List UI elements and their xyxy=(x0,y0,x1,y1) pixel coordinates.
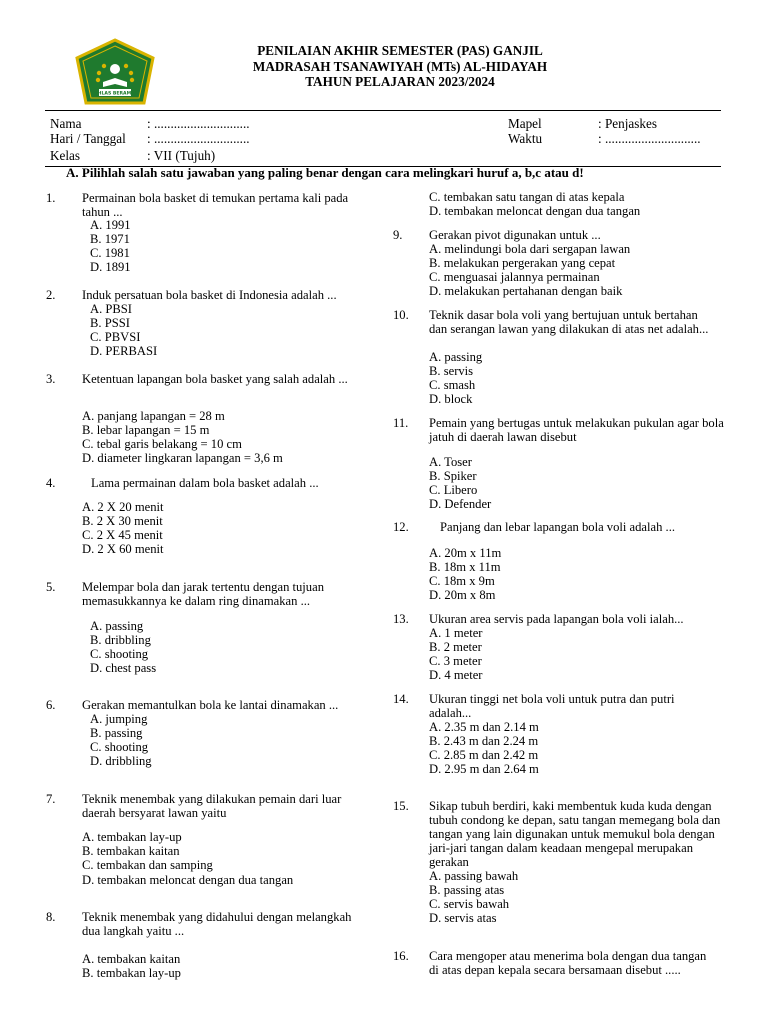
option-d[interactable]: D. servis atas xyxy=(429,911,497,925)
option-a[interactable]: A. passing xyxy=(429,350,483,364)
kelas-label: Kelas xyxy=(50,148,81,163)
question-stem: Ketentuan lapangan bola basket yang salah adalah ... xyxy=(82,372,348,386)
option-a[interactable]: A. 20m x 11m xyxy=(429,546,502,560)
option-b[interactable]: B. servis xyxy=(429,364,474,378)
option-d[interactable]: D. 2 X 60 menit xyxy=(82,542,164,556)
question-number: 2. xyxy=(46,288,56,302)
question-stem: Teknik dasar bola voli yang bertujuan untuk bertahan dan serangan lawan yang dilakukan di atas net adalah... xyxy=(429,308,709,336)
question-stem: Ukuran tinggi net bola voli untuk putra dan putri adalah... xyxy=(429,692,675,720)
option-c[interactable]: C. menguasai jalannya permainan xyxy=(429,270,600,284)
question-number: 5. xyxy=(46,580,56,594)
question-stem: Panjang dan lebar lapangan bola voli adalah ... xyxy=(440,520,676,534)
question-stem: Induk persatuan bola basket di Indonesia adalah ... xyxy=(82,288,337,302)
option-b[interactable]: B. dribbling xyxy=(90,633,151,647)
option-b[interactable]: B. passing atas xyxy=(429,883,505,897)
question-number: 9. xyxy=(393,228,403,242)
header-year: TAHUN PELAJARAN 2023/2024 xyxy=(305,74,495,89)
option-c[interactable]: C. tebal garis belakang = 10 cm xyxy=(82,437,242,451)
option-c[interactable]: C. servis bawah xyxy=(429,897,510,911)
option-c[interactable]: C. Libero xyxy=(429,483,478,497)
option-a[interactable]: A. 1991 xyxy=(90,218,131,232)
question-stem: Melempar bola dan jarak tertentu dengan tujuan memasukkannya ke dalam ring dinamakan ... xyxy=(82,580,324,608)
option-c[interactable]: C. smash xyxy=(429,378,476,392)
nama-field[interactable]: : ............................. xyxy=(147,116,250,131)
header-school: MADRASAH TSANAWIYAH (MTs) AL-HIDAYAH xyxy=(252,58,548,74)
option-b[interactable]: B. 1971 xyxy=(90,232,130,246)
logo-motto: IKHLAS BERAMAL xyxy=(92,91,138,97)
option-b[interactable]: B. 2 meter xyxy=(429,640,482,654)
option-d[interactable]: D. 2.95 m dan 2.64 m xyxy=(429,762,539,776)
option-c[interactable]: C. 1981 xyxy=(90,246,130,260)
question-number: 1. xyxy=(46,191,56,205)
option-c[interactable]: C. 2.85 m dan 2.42 m xyxy=(429,748,539,762)
question-stem: Teknik menembak yang dilakukan pemain dari luar daerah bersyarat lawan yaitu xyxy=(82,792,342,820)
question-stem: Ukuran area servis pada lapangan bola voli ialah... xyxy=(429,612,684,626)
question-stem: Cara mengoper atau menerima bola dengan dua tangan di atas depan kepala secara bersamaan disebut ..... xyxy=(429,949,707,977)
question-stem: Permainan bola basket di temukan pertama kali pada tahun ... xyxy=(82,191,349,219)
question-number: 11. xyxy=(393,416,409,430)
header-divider xyxy=(45,110,721,111)
question-number: 4. xyxy=(46,476,56,490)
option-a[interactable]: A. 1 meter xyxy=(429,626,483,640)
school-logo xyxy=(74,38,156,106)
question-number: 6. xyxy=(46,698,56,712)
option-b[interactable]: B. tembakan lay-up xyxy=(82,966,181,980)
option-a[interactable]: A. 2.35 m dan 2.14 m xyxy=(429,720,539,734)
option-d[interactable]: D. 1891 xyxy=(90,260,131,274)
option-a[interactable]: A. 2 X 20 menit xyxy=(82,500,164,514)
option-b[interactable]: B. PSSI xyxy=(90,316,130,330)
option-d[interactable]: D. block xyxy=(429,392,473,406)
question-number: 7. xyxy=(46,792,56,806)
option-b[interactable]: B. Spiker xyxy=(429,469,477,483)
option-d[interactable]: D. 20m x 8m xyxy=(429,588,496,602)
question-stem: Lama permainan dalam bola basket adalah ... xyxy=(91,476,319,490)
nama-label: Nama xyxy=(50,116,82,131)
option-c[interactable]: C. 2 X 45 menit xyxy=(82,528,163,542)
option-a[interactable]: A. tembakan lay-up xyxy=(82,830,182,844)
option-a[interactable]: A. jumping xyxy=(90,712,148,726)
option-c[interactable]: C. tembakan dan samping xyxy=(82,858,213,872)
question-number: 15. xyxy=(393,799,409,813)
option-d[interactable]: D. Defender xyxy=(429,497,492,511)
option-d[interactable]: D. melakukan pertahanan dengan baik xyxy=(429,284,623,298)
option-b[interactable]: B. melakukan pergerakan yang cepat xyxy=(429,256,616,270)
question-number: 14. xyxy=(393,692,409,706)
option-d[interactable]: D. tembakan meloncat dengan dua tangan xyxy=(82,873,294,887)
question-number: 13. xyxy=(393,612,409,626)
option-b[interactable]: B. tembakan kaitan xyxy=(82,844,180,858)
section-instruction: A. Pilihlah salah satu jawaban yang paling benar dengan cara melingkari huruf a, b,c atau d! xyxy=(66,165,584,180)
option-a[interactable]: A. PBSI xyxy=(90,302,132,316)
question-number: 16. xyxy=(393,949,409,963)
option-a[interactable]: A. passing xyxy=(90,619,144,633)
question-number: 12. xyxy=(393,520,409,534)
question-stem: Gerakan pivot digunakan untuk ... xyxy=(429,228,601,242)
mapel-label: Mapel xyxy=(508,116,542,131)
option-a[interactable]: A. panjang lapangan = 28 m xyxy=(82,409,225,423)
option-c[interactable]: C. tembakan satu tangan di atas kepala xyxy=(429,190,625,204)
option-a[interactable]: A. passing bawah xyxy=(429,869,519,883)
option-a[interactable]: A. tembakan kaitan xyxy=(82,952,181,966)
mapel-field: : Penjaskes xyxy=(598,116,657,131)
option-c[interactable]: C. shooting xyxy=(90,647,149,661)
question-stem: Teknik menembak yang didahului dengan melangkah dua langkah yaitu ... xyxy=(82,910,352,938)
question-stem: Pemain yang bertugas untuk melakukan pukulan agar bola jatuh di daerah lawan disebut xyxy=(429,416,724,444)
question-number: 3. xyxy=(46,372,56,386)
question-stem: Gerakan memantulkan bola ke lantai dinamakan ... xyxy=(82,698,339,712)
option-c[interactable]: C. shooting xyxy=(90,740,149,754)
question-number: 8. xyxy=(46,910,56,924)
option-a[interactable]: A. melindungi bola dari sergapan lawan xyxy=(429,242,631,256)
question-number: 10. xyxy=(393,308,409,322)
option-c[interactable]: C. 3 meter xyxy=(429,654,482,668)
option-c[interactable]: C. 18m x 9m xyxy=(429,574,495,588)
header-title: PENILAIAN AKHIR SEMESTER (PAS) GANJIL xyxy=(257,43,543,58)
option-a[interactable]: A. Toser xyxy=(429,455,472,469)
hari-label: Hari / Tanggal xyxy=(50,131,126,146)
option-b[interactable]: B. 2 X 30 menit xyxy=(82,514,163,528)
waktu-field[interactable]: : ............................. xyxy=(598,131,701,146)
option-d[interactable]: D. dribbling xyxy=(90,754,152,768)
option-d[interactable]: D. 4 meter xyxy=(429,668,483,682)
option-d[interactable]: D. chest pass xyxy=(90,661,157,675)
option-b[interactable]: B. 18m x 11m xyxy=(429,560,501,574)
option-d[interactable]: D. diameter lingkaran lapangan = 3,6 m xyxy=(82,451,283,465)
option-b[interactable]: B. 2.43 m dan 2.24 m xyxy=(429,734,539,748)
option-d[interactable]: D. tembakan meloncat dengan dua tangan xyxy=(429,204,641,218)
option-b[interactable]: B. lebar lapangan = 15 m xyxy=(82,423,210,437)
option-b[interactable]: B. passing xyxy=(90,726,143,740)
option-c[interactable]: C. PBVSI xyxy=(90,330,141,344)
waktu-label: Waktu xyxy=(508,131,543,146)
exam-header xyxy=(170,43,630,90)
hari-field[interactable]: : ............................. xyxy=(147,131,250,146)
question-stem: Sikap tubuh berdiri, kaki membentuk kuda kuda dengan tubuh condong ke depan, satu tangan memegang bola dan tangan yang lain digunakan untuk memukul bola dengan jari-jari tangan dalam keadaan mengepal merupakan gerakan xyxy=(429,799,721,869)
option-d[interactable]: D. PERBASI xyxy=(90,344,158,358)
kelas-field: : VII (Tujuh) xyxy=(147,148,216,163)
